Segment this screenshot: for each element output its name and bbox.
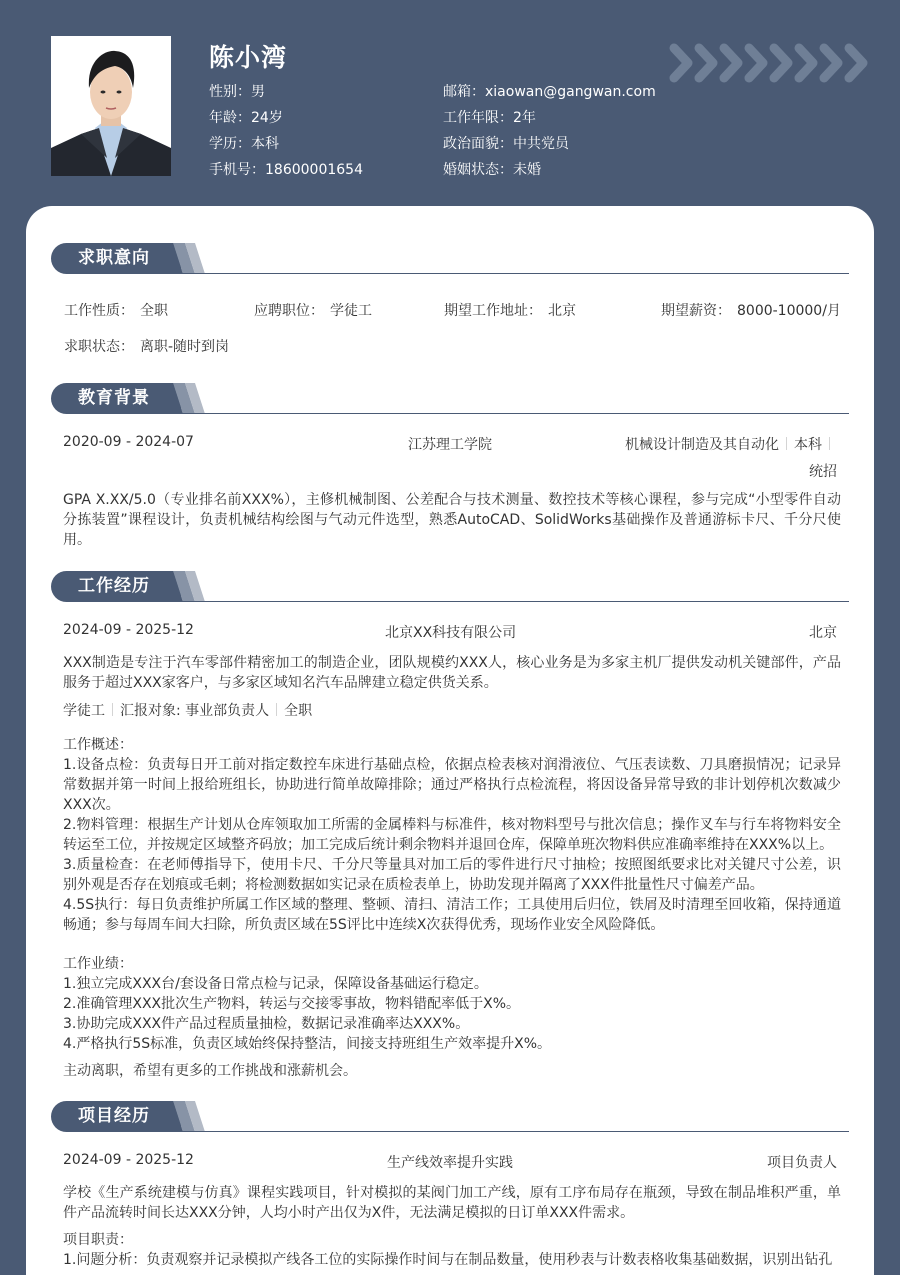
- work-years-row: 工作年限：2年: [443, 110, 536, 126]
- overview-title: 工作概述：: [63, 737, 133, 753]
- section-header: [51, 383, 849, 415]
- political-status-row: 政治面貌：中共党员: [443, 136, 569, 152]
- degree: 本科: [794, 437, 822, 453]
- resume-body-card: [26, 206, 874, 1275]
- profile-photo: [51, 36, 171, 176]
- overview-item: 4.5S执行：每日负责维护所属工作区域的整理、整顿、清扫、清洁工作；工具使用后归位，铁屑及时清理至回收箱，保持通道畅通；参与每周车间大扫除，所负责区域在5S评比中连续X次获得优秀，现场作业安全风险降低。: [63, 897, 841, 933]
- work-city: 北京: [809, 625, 837, 641]
- phone-row: 手机号：18600001654: [209, 162, 363, 178]
- section-slant-icon: [169, 1101, 209, 1132]
- education-description: GPA X.XX/5.0（专业排名前XXX%），主修机械制图、公差配合与技术测量、数控技术等核心课程，参与完成“小型零件自动分拣装置”课程设计，负责机械结构绘图与气动元件选型，熟悉AutoCAD、SolidWorks基础操作及普通游标卡尺、千分尺使用。: [63, 492, 841, 548]
- section-divider: [181, 273, 849, 274]
- job-status-field: 求职状态： 离职-随时到岗: [64, 339, 230, 355]
- section-slant-icon: [169, 243, 209, 274]
- school-name: 江苏理工学院: [408, 437, 492, 453]
- duty-item: 1.问题分析：负责观察并记录模拟产线各工位的实际操作时间与在制品数量，使用秒表与计数表格收集基础数据，识别出钻孔: [63, 1252, 833, 1268]
- company-description: XXX制造是专注于汽车零部件精密加工的制造企业，团队规模约XXX人，核心业务是为多家主机厂提供发动机关键部件，产品服务于超过XXX家客户，与多家区域知名汽车品牌建立稳定供货关系。: [63, 655, 841, 691]
- basic-info-left: [209, 80, 363, 184]
- achievement-item: 4.严格执行5S标准，负责区域始终保持整洁，间接支持班组生产效率提升X%。: [63, 1036, 552, 1052]
- section-title: 求职意向: [51, 243, 181, 274]
- section-divider: [181, 413, 849, 414]
- education-period: 2020-09 - 2024-07: [63, 434, 194, 450]
- achievement-item: 1.独立完成XXX台/套设备日常点检与记录，保障设备基础运行稳定。: [63, 976, 488, 992]
- age-row: 年龄：24岁: [209, 110, 283, 126]
- work-period: 2024-09 - 2025-12: [63, 622, 194, 638]
- work-achievements: [63, 954, 841, 1054]
- section-header: [51, 243, 849, 275]
- major: 机械设计制造及其自动化: [625, 437, 779, 453]
- major-degree: [625, 434, 837, 454]
- chevron-decoration-icon: [666, 42, 872, 88]
- job-type-field: 工作性质： 全职: [64, 303, 168, 319]
- candidate-name: 陈小湾: [209, 43, 288, 72]
- project-name: 生产线效率提升实践: [387, 1155, 513, 1171]
- section-project-experience: [51, 1101, 849, 1268]
- section-title: 工作经历: [51, 571, 181, 602]
- work-overview: [63, 735, 841, 935]
- gender-row: 性别：男: [209, 84, 265, 100]
- duties-title: 项目职责：: [63, 1232, 133, 1248]
- project-period: 2024-09 - 2025-12: [63, 1152, 194, 1168]
- report-to: 汇报对象: 事业部负责人: [120, 703, 270, 719]
- achievement-item: 3.协助完成XXX件产品过程质量抽检，数据记录准确率达XXX%。: [63, 1016, 470, 1032]
- section-divider: [181, 1131, 849, 1132]
- section-work-experience: [51, 571, 849, 1079]
- project-role: 项目负责人: [767, 1155, 837, 1171]
- marital-status-row: 婚姻状态：未婚: [443, 162, 541, 178]
- section-title: 教育背景: [51, 383, 181, 414]
- job-position: 学徒工: [63, 703, 105, 719]
- email-link[interactable]: xiaowan@gangwan.com: [485, 84, 656, 100]
- project-description: 学校《生产系统建模与仿真》课程实践项目，针对模拟的某阀门加工产线，原有工序布局存在瓶颈，导致在制品堆积严重，单件产品流转时间长达XXX分钟，人均小时产出仅为X件，无法满足模拟的日订单XXX件需求。: [63, 1185, 841, 1221]
- section-job-intent: [51, 243, 849, 355]
- position-field: 应聘职位： 学徒工: [254, 303, 372, 319]
- salary-field: 期望薪资： 8000-10000/月: [661, 303, 841, 319]
- section-education: [51, 383, 849, 548]
- overview-item: 1.设备点检：负责每日开工前对指定数控车床进行基础点检，依据点检表核对润滑液位、气压表读数、刀具磨损情况；记录异常数据并第一时间上报给班组长，协助进行简单故障排除；通过严格执行点检流程，将因设备异常导致的非计划停机次数减少XXX次。: [63, 757, 841, 813]
- leave-reason: 主动离职，希望有更多的工作挑战和涨薪机会。: [63, 1063, 357, 1079]
- education-level-row: 学历：本科: [209, 136, 279, 152]
- basic-info-right: [443, 80, 656, 184]
- section-header: [51, 571, 849, 603]
- resume-header: [0, 0, 900, 206]
- overview-item: 2.物料管理：根据生产计划从仓库领取加工所需的金属棒料与标准件，核对物料型号与批次信息；操作叉车与行车将物料安全转运至工位，并按规定区域整齐码放；加工完成后统计剩余物料并退回仓库，保障单班次物料供应准确率维持在XXX%以上。: [63, 817, 841, 853]
- achievement-item: 2.准确管理XXX批次生产物料，转运与交接零事故，物料错配率低于X%。: [63, 996, 521, 1012]
- section-title: 项目经历: [51, 1101, 181, 1132]
- job-type: 全职: [284, 703, 313, 719]
- section-header: [51, 1101, 849, 1133]
- section-slant-icon: [169, 383, 209, 414]
- enrollment-type: 统招: [809, 464, 837, 480]
- company-name: 北京XX科技有限公司: [385, 625, 517, 641]
- achievements-title: 工作业绩：: [63, 956, 133, 972]
- section-divider: [181, 601, 849, 602]
- project-duties: [63, 1230, 841, 1270]
- section-slant-icon: [169, 571, 209, 602]
- overview-item: 3.质量检查：在老师傅指导下，使用卡尺、千分尺等量具对加工后的零件进行尺寸抽检；按照图纸要求比对关键尺寸公差，识别外观是否存在划痕或毛刺；将检测数据如实记录在质检表单上，协助发现并隔离了XXX件批量性尺寸偏差产品。: [63, 857, 841, 893]
- email-row: 邮箱：xiaowan@gangwan.com: [443, 84, 656, 100]
- location-field: 期望工作地址： 北京: [444, 303, 576, 319]
- work-tags: [63, 700, 312, 720]
